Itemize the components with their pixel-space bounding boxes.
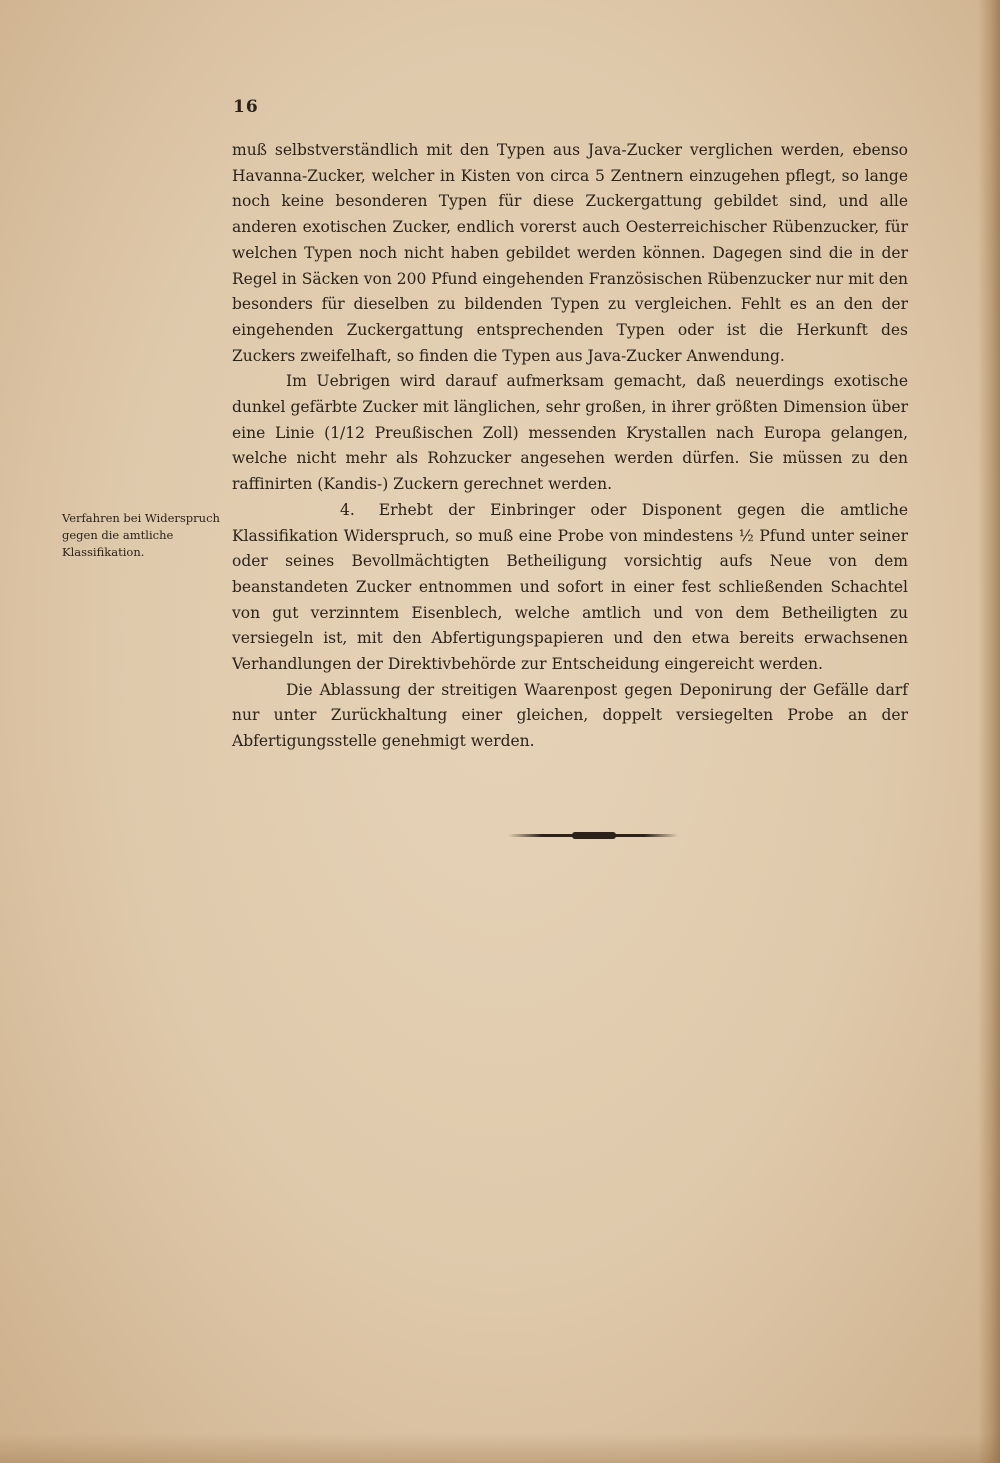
- divider-ornament: [572, 832, 616, 839]
- body-text: [232, 138, 908, 755]
- paragraph-exotic-sugar: Im Uebrigen wird darauf aufmerksam gemacht, daß neuerdings exotische dunkel gefärbte Zucker mit länglichen, sehr großen, in ihrer größten Dimension über eine Linie (1/12 Preußischen Zoll) messenden Krystallen nach Europa gelangen, welche nicht mehr als Rohzucker angesehen werden dürfen. Sie müssen zu den raffinirten (Kandis-) Zuckern gerechnet werden.: [232, 372, 908, 494]
- page-bottom-shadow: [0, 1433, 1000, 1463]
- section-number: 4.: [340, 500, 355, 519]
- paragraph-java-zucker: muß selbstverständlich mit den Typen aus Java-Zucker verglichen werden, ebenso Havanna-Zucker, welcher in Kisten von circa 5 Zentnern einzugehen pflegt, so lange noch keine besonderen Typen für diese Zuckergattung gebildet sind, und alle anderen exotischen Zucker, endlich vorerst auch Oesterreichischer Rübenzucker, für welchen Typen noch nicht haben gebildet werden können. Dagegen sind die in der Regel in Säcken von 200 Pfund eingehenden Französischen Rübenzucker nur mit den besonders für dieselben zu bildenden Typen zu vergleichen. Fehlt es an den der eingehenden Zuckergattung entsprechenden Typen oder ist die Herkunft des Zuckers zweifelhaft, so finden die Typen aus Java-Zucker Anwendung.: [232, 141, 908, 365]
- margin-note: Verfahren bei Widerspruch gegen die amtliche Klassifikation.: [62, 511, 220, 559]
- section-4-text: Erhebt der Einbringer oder Disponent gegen die amtliche Klassifikation Widerspruch, so muß eine Probe von mindestens ½ Pfund unter seiner oder seines Bevollmächtigten Betheiligung vorsichtig aufs Neue von dem beanstandeten Zucker entnommen und sofort in einer fest schließenden Schachtel von gut verzinntem Eisenblech, welche amtlich und von dem Betheiligten zu versiegeln ist, mit den Abfertigungspapieren und den etwa bereits erwachsenen Verhandlungen der Direktivbehörde zur Entscheidung eingereicht werden.: [232, 500, 908, 674]
- page-edge-shadow: [978, 0, 1000, 1463]
- section-4-paragraph: [232, 498, 908, 678]
- page-number: 16: [233, 97, 259, 117]
- paragraph-ablassung: Die Ablassung der streitigen Waarenpost gegen Deponirung der Gefälle darf nur unter Zurückhaltung einer gleichen, doppelt versiegelten Probe an der Abfertigungsstelle genehmigt werden.: [232, 680, 908, 751]
